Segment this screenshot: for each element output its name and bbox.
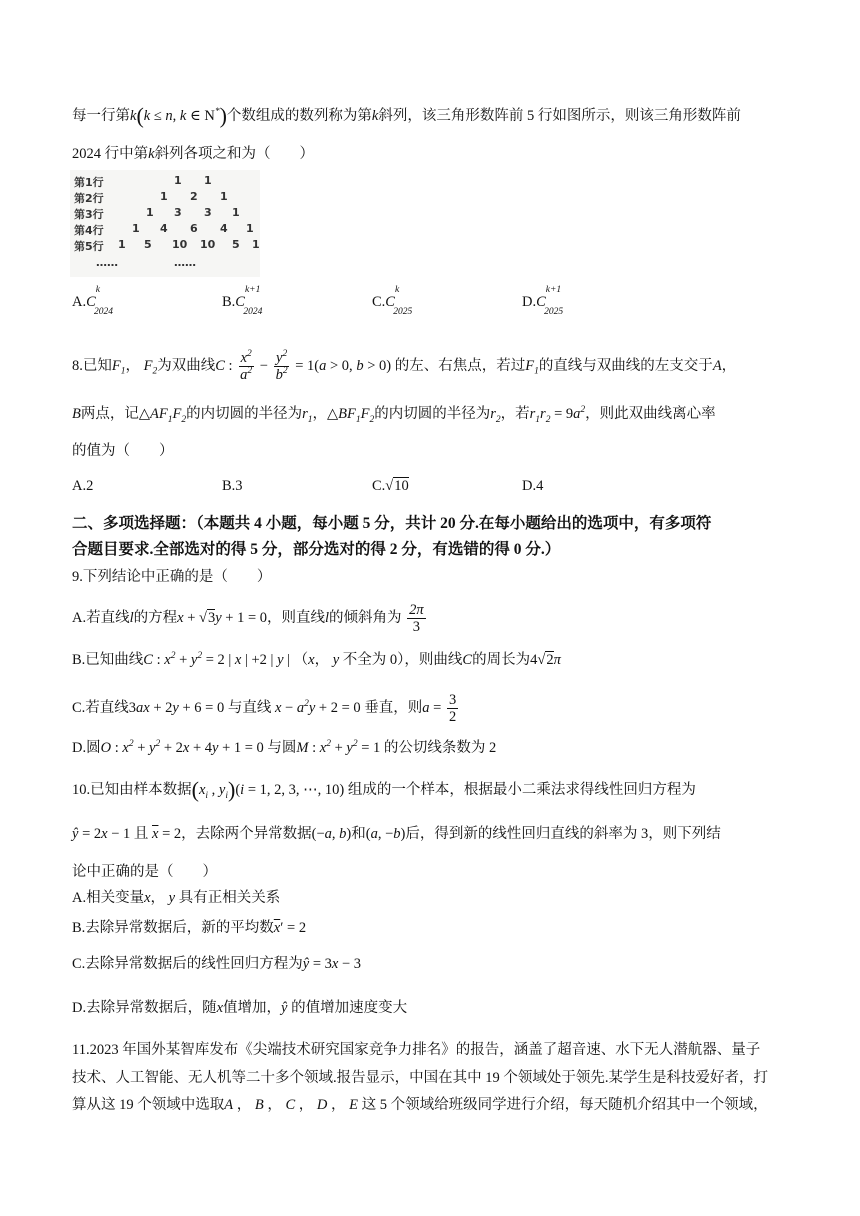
figure-row-2: 第2行 1 2 1 [74,190,228,205]
q11-line1: 11.2023 年国外某智库发布《尖端技术研究国家竞争力排名》的报告，涵盖了超音速、水下无人潜航器、量子 [72,1042,761,1058]
q8-choice-d: D.4 [522,478,544,494]
q7-choice-c: $C.C^k_{2025}$ [372,285,413,317]
q10-option-b: B.去除异常数据后，新的平均数$\overline{x}' = 2$ [72,920,307,936]
pascal-triangle-figure [70,170,260,277]
q9-option-b: B.已知曲线C : $x^2 + y^2 = 2$ | x | +2 | y | （x， y 不全为 0），则曲线C的周长为4√2π [72,651,561,668]
q10-option-c: C.去除异常数据后的线性回归方程为ŷ = 3x − 3 [72,956,362,972]
figure-dots: …… …… [96,256,196,269]
q11-line2: 技术、人工智能、无人机等二十多个领域.报告显示，中国在其中 19 个领域处于领先.某学生是科技爱好者，打 [72,1070,768,1086]
figure-row-1: 第1行 1 1 [74,174,212,189]
q9-stem: 9.下列结论中正确的是（ ） [72,569,272,585]
q10-option-a: A.相关变量x， y 具有正相关关系 [72,890,281,906]
q8-choice-a: A.2 [72,478,94,494]
figure-row-5: 第5行 1 5 10 10 5 1 [74,238,260,253]
q7-line1: 每一行第k(k ≤ n, k ∈ N*)个数组成的数列称为第k斜列，该三角形数阵前 5 行如图所示，则该三角形数阵前 [72,103,741,128]
figure-row-3: 第3行 1 3 3 1 [74,206,240,221]
q8-line2: B两点，记$\triangle AF_1F_2$的内切圆的半径为$r_1$，$\triangle BF_1F_2$的内切圆的半径为$r_2$，若$r_1r_2 = 9a^2$，则此双曲线离心率 [72,405,716,425]
q8-choice-c: C.√10 [372,478,409,494]
q9-option-d: D.圆O : $x^2 + y^2 + 2x + 4y + 1 = 0$ 与圆M : $x^2 + y^2 = 1$ 的公切线条数为 2 [72,739,497,756]
q7-line2: 2024 行中第k斜列各项之和为（ ） [72,146,315,162]
q8-line3: 的值为（ ） [72,443,174,459]
q9-option-a: A.若直线l的方程x + √3y + 1 = 0，则直线l的倾斜角为 $\frac{2\pi}{3}$ [72,602,424,635]
q11-line3: 算从这 19 个领域中选取A ， B ， C ， D ， E 这 5 个领域给班级同学进行介绍，每天随机介绍其中一个领域， [72,1097,768,1113]
q10-line3: 论中正确的是（ ） [72,864,217,880]
q7-choice-d: $D.C^{k+1}_{2025}$ [522,285,564,317]
q7-choice-b: $B.C^{k+1}_{2024}$ [222,285,263,317]
q8-choice-b: B.3 [222,478,243,494]
q10-line1: 10.已知由样本数据($x_i$ , $y_i)(i = 1$, 2, 3, ⋯, 10) 组成的一个样本，根据最小二乘法求得线性回归方程为 [72,777,696,802]
q10-line2: ŷ = 2x − 1 且 $\overline{x} = 2$，去除两个异常数据(−a, b)和(a, −b)后，得到新的线性回归直线的斜率为 3，则下列结 [72,826,721,842]
q10-option-d: D.去除异常数据后，随x值增加，ŷ 的值增加速度变大 [72,1000,408,1016]
figure-row-4: 第4行 1 4 6 4 1 [74,222,254,237]
q9-option-c: C.若直线3ax + 2y + 6 = 0 与直线 $x - a^2y + 2 = 0$ 垂直，则a = $\frac{3}{2}$ [72,692,457,725]
q8-line1: 8.已知$F_1$， $F_2$为双曲线C : $\frac{x^2}{a^2}$ − $\frac{y^2}{b^2}$ = 1(a > 0, b > 0) 的左、右焦点，若过$F_1$的直线与双曲线的左支交于A， [72,349,737,383]
section2-heading-line1: 二、多项选择题：（本题共 4 小题，每小题 5 分，共计 20 分.在每小题给出的选项中，有多项符 [72,515,712,532]
section2-heading-line2: 合题目要求.全部选对的得 5 分，部分选对的得 2 分，有选错的得 0 分.） [72,541,561,558]
q7-choice-a: $A.C^k_{2024}$ [72,285,113,317]
